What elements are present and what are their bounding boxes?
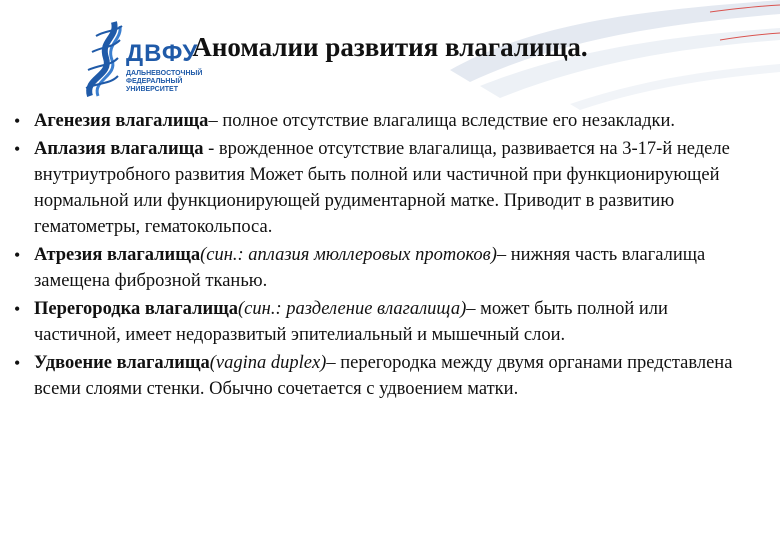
bullet-term: Удвоение влагалища xyxy=(34,353,210,373)
slide-title: Аномалии развития влагалища. xyxy=(192,32,588,62)
bullet-term: Аплазия влагалища xyxy=(34,139,204,159)
bullet-item xyxy=(14,296,758,348)
bullet-synonym: (vagina duplex) xyxy=(209,353,327,373)
bullet-text: – может быть полной или частичной, имеет недоразвитый эпителиальный и мышечный слои. xyxy=(34,299,668,345)
logo-subtitle xyxy=(126,70,216,94)
logo-name: ДВФУ xyxy=(126,40,199,67)
bullet-item xyxy=(14,350,758,402)
bullet-term: Перегородка влагалища xyxy=(34,299,239,319)
bullet-text: – перегородка между двумя органами представлена всеми слоями стенки. Обычно сочетается с удвоением матки. xyxy=(34,353,733,399)
bullet-term: Агенезия влагалища xyxy=(34,111,209,131)
bullet-term: Атрезия влагалища xyxy=(34,245,201,265)
bullet-item xyxy=(14,136,758,240)
bullet-synonym: (син.: аплазия мюллеровых протоков) xyxy=(200,245,497,265)
logo-subtitle-line: ДАЛЬНЕВОСТОЧНЫЙ xyxy=(126,70,203,77)
bullet-list xyxy=(14,108,758,404)
bullet-item xyxy=(14,242,758,294)
page-number: 85 xyxy=(722,510,734,521)
bullet-item xyxy=(14,108,758,134)
logo-subtitle-line: УНИВЕРСИТЕТ xyxy=(126,86,178,93)
bullet-text: – нижняя часть влагалища замещена фиброзной тканью. xyxy=(34,245,706,291)
bullet-text: - врожденное отсутствие влагалища, развивается на 3-17-й неделе внутриутробного развития Может быть полной или частичной при функционирующей нормальной или функционирующей рудиментарной матке. Приводит в развитию гематометры, гематокольпоса. xyxy=(34,139,730,237)
logo-subtitle-line: ФЕДЕРАЛЬНЫЙ xyxy=(126,78,183,85)
bullet-synonym: (син.: разделение влагалища) xyxy=(238,299,467,319)
bullet-text: – полное отсутствие влагалища вследствие его незакладки. xyxy=(208,111,676,131)
